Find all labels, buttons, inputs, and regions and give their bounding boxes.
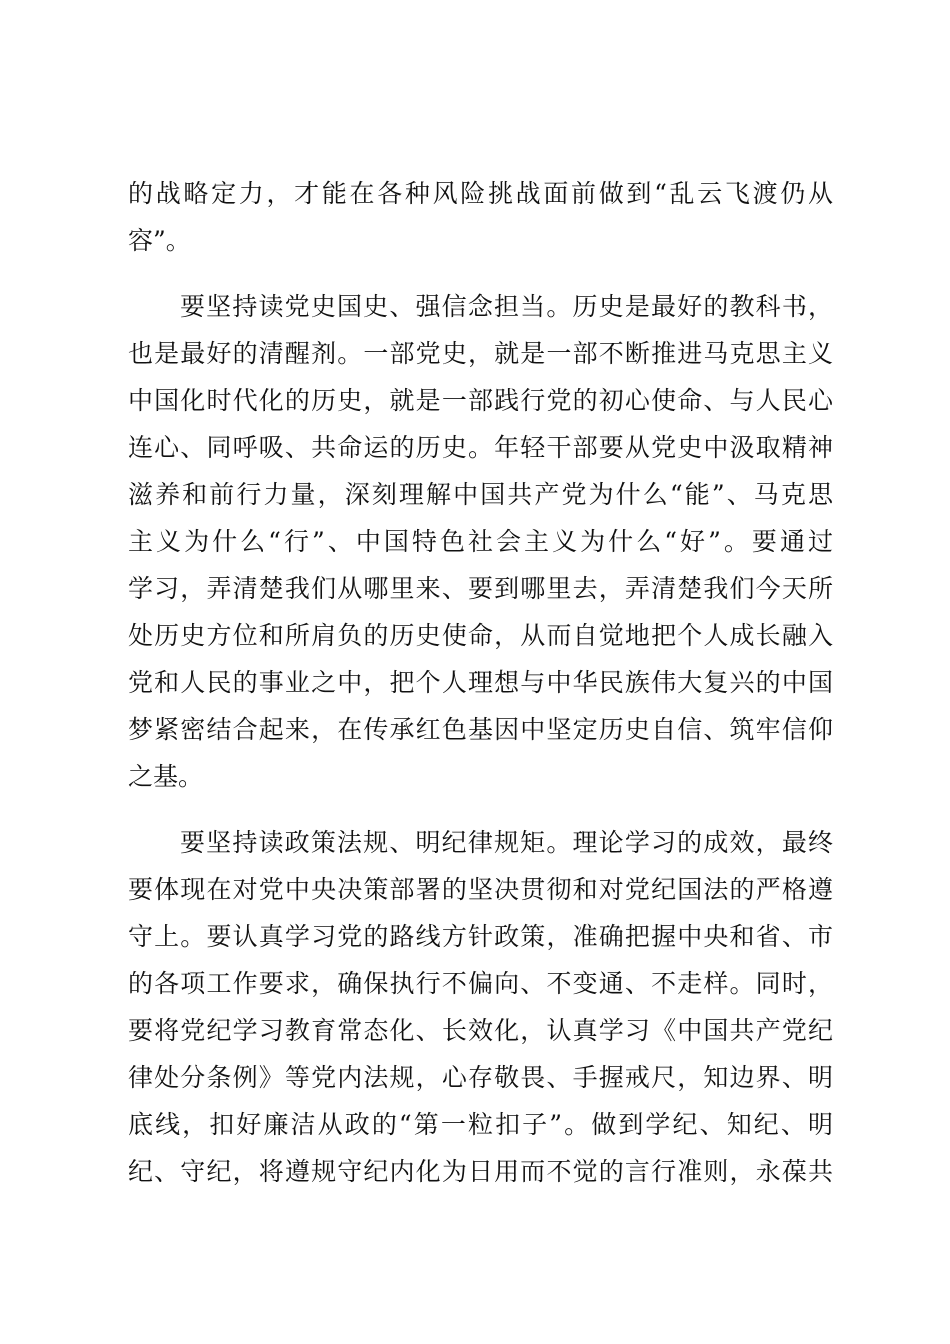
paragraph-2-line-6: 主义为什么“行”、中国特色社会主义为什么“好”。要通过 — [128, 527, 833, 556]
paragraph-2-line-2: 也是最好的清醒剂。一部党史，就是一部不断推进马克思主义 — [128, 339, 833, 368]
paragraph-2-line-9: 党和人民的事业之中，把个人理想与中华民族伟大复兴的中国 — [128, 668, 833, 697]
paragraph-3-line-6: 律处分条例》等党内法规，心存敬畏、手握戒尺，知边界、明 — [128, 1063, 833, 1092]
paragraph-2-line-4: 连心、同呼吸、共命运的历史。年轻干部要从党史中汲取精神 — [128, 433, 833, 462]
paragraph-2-line-3: 中国化时代化的历史，就是一部践行党的初心使命、与人民心 — [128, 386, 833, 415]
paragraph-2-line-11: 之基。 — [128, 762, 204, 791]
paragraph-3-line-2: 要体现在对党中央决策部署的坚决贯彻和对党纪国法的严格遵 — [128, 875, 833, 904]
paragraph-3-line-8: 纪、守纪，将遵规守纪内化为日用而不觉的言行准则，永葆共 — [128, 1157, 833, 1186]
paragraph-3-line-7: 底线，扣好廉洁从政的“第一粒扣子”。做到学纪、知纪、明 — [128, 1110, 833, 1139]
paragraph-1-line-2: 容”。 — [128, 226, 191, 255]
paragraph-2-line-8: 处历史方位和所肩负的历史使命，从而自觉地把个人成长融入 — [128, 621, 833, 650]
paragraph-2-line-7: 学习，弄清楚我们从哪里来、要到哪里去，弄清楚我们今天所 — [128, 574, 833, 603]
paragraph-3-line-1: 要坚持读政策法规、明纪律规矩。理论学习的成效，最终 — [180, 828, 833, 857]
paragraph-3-line-3: 守上。要认真学习党的路线方针政策，准确把握中央和省、市 — [128, 922, 833, 951]
paragraph-2-line-5: 滋养和前行力量，深刻理解中国共产党为什么“能”、马克思 — [128, 480, 833, 509]
paragraph-3-line-4: 的各项工作要求，确保执行不偏向、不变通、不走样。同时， — [128, 969, 833, 998]
paragraph-1-line-1: 的战略定力，才能在各种风险挑战面前做到“乱云飞渡仍从 — [128, 179, 833, 208]
paragraph-2-line-1: 要坚持读党史国史、强信念担当。历史是最好的教科书， — [180, 292, 833, 321]
paragraph-3-line-5: 要将党纪学习教育常态化、长效化，认真学习《中国共产党纪 — [128, 1016, 833, 1045]
paragraph-2-line-10: 梦紧密结合起来，在传承红色基因中坚定历史自信、筑牢信仰 — [128, 715, 833, 744]
